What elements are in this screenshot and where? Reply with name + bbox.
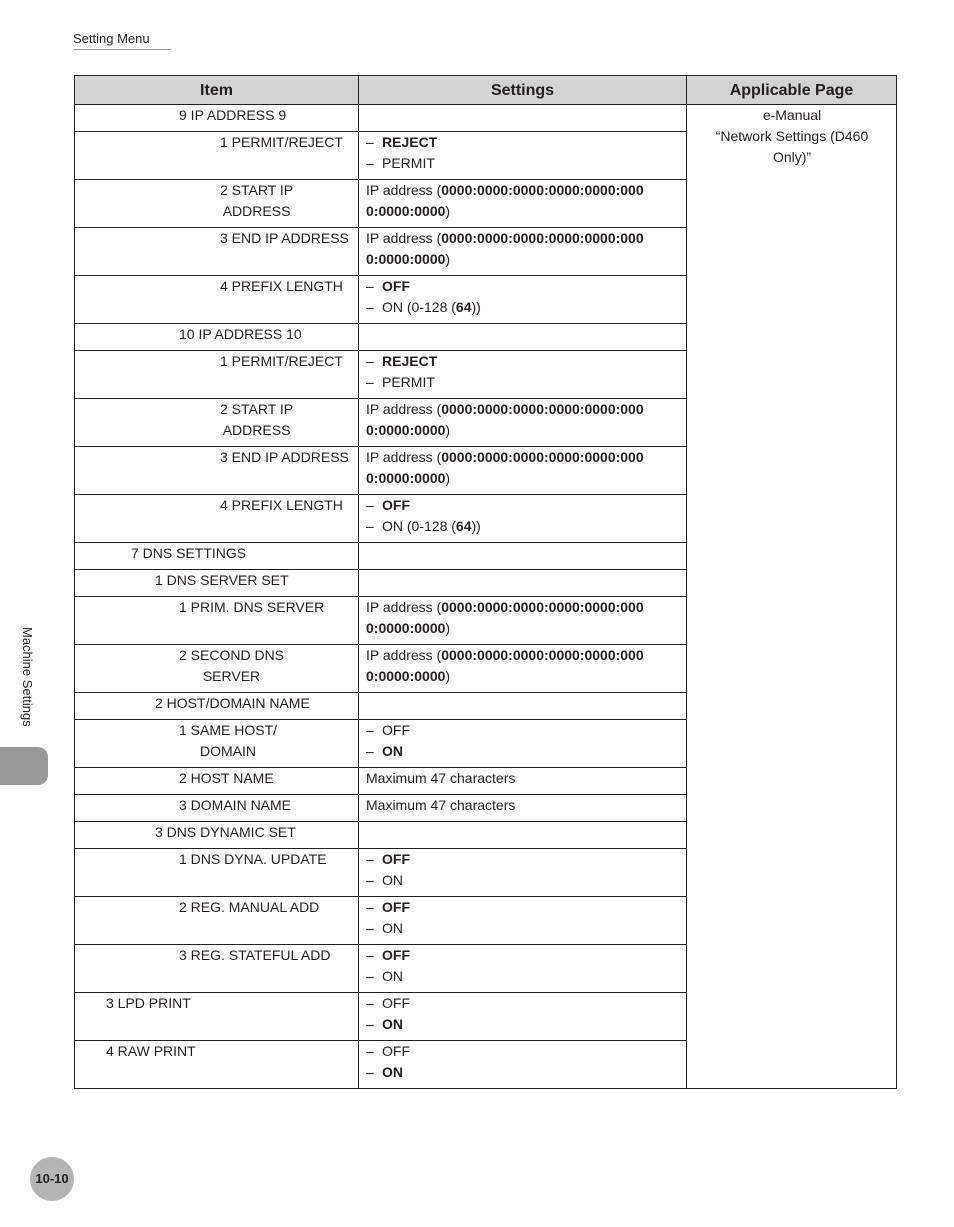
option-suffix: )) — [471, 518, 481, 534]
default-value: 0:0000:0000 — [366, 251, 446, 267]
item-label — [179, 768, 274, 789]
applicable-page-line: “Network Settings (D460 — [715, 128, 869, 144]
item-cell — [75, 822, 359, 849]
setting-option — [366, 666, 680, 687]
item-cell — [75, 570, 359, 597]
applicable-page-line: e-Manual — [762, 107, 822, 123]
default-value: 0:0000:0000 — [366, 668, 446, 684]
setting-option — [366, 1041, 680, 1062]
option-suffix: ) — [445, 620, 451, 636]
page-number: 10-10 — [30, 1157, 74, 1201]
settings-cell — [359, 132, 687, 180]
setting-option — [366, 495, 680, 516]
item-label-line: 1 PERMIT/REJECT — [220, 353, 343, 369]
settings-cell — [359, 399, 687, 447]
default-value: 64 — [455, 518, 472, 534]
item-cell — [75, 795, 359, 822]
settings-cell — [359, 822, 687, 849]
item-label — [179, 324, 302, 345]
item-label — [155, 570, 289, 591]
option-prefix: IP address ( — [366, 599, 442, 615]
setting-option — [366, 372, 680, 393]
default-value: 0000:0000:0000:0000:0000:000 — [441, 599, 644, 615]
item-label-line: ADDRESS — [222, 203, 291, 219]
item-label — [220, 276, 343, 297]
item-label-line: 2 HOST/DOMAIN NAME — [155, 695, 310, 711]
dash-bullet: – — [366, 920, 374, 936]
default-value: ON — [382, 1064, 403, 1080]
settings-cell — [359, 795, 687, 822]
settings-cell — [359, 945, 687, 993]
settings-cell — [359, 849, 687, 897]
dash-bullet: – — [366, 872, 374, 888]
setting-option — [366, 993, 680, 1014]
item-label — [179, 105, 286, 126]
setting-option — [366, 849, 680, 870]
settings-cell — [359, 276, 687, 324]
item-label-line: 10 IP ADDRESS 10 — [179, 326, 302, 342]
setting-option — [366, 945, 680, 966]
option-text: OFF — [382, 995, 410, 1011]
option-prefix: IP address ( — [366, 230, 442, 246]
settings-cell — [359, 570, 687, 597]
setting-option — [366, 918, 680, 939]
item-label-line: 1 DNS DYNA. UPDATE — [179, 851, 327, 867]
column-header-item: Item — [75, 76, 359, 105]
default-value: 64 — [455, 299, 472, 315]
dash-bullet: – — [366, 947, 374, 963]
settings-cell — [359, 645, 687, 693]
default-value: ON — [382, 1016, 403, 1032]
option-suffix: )) — [471, 299, 481, 315]
item-cell — [75, 693, 359, 720]
item-label — [155, 693, 310, 714]
settings-cell — [359, 447, 687, 495]
column-header-applicable-page: Applicable Page — [687, 76, 897, 105]
settings-cell — [359, 1041, 687, 1089]
item-cell — [75, 228, 359, 276]
setting-option — [366, 768, 680, 789]
default-value: 0:0000:0000 — [366, 203, 446, 219]
dash-bullet: – — [366, 968, 374, 984]
settings-cell — [359, 720, 687, 768]
settings-cell — [359, 768, 687, 795]
dash-bullet: – — [366, 278, 374, 294]
item-label — [220, 132, 343, 153]
item-cell — [75, 132, 359, 180]
item-cell — [75, 1041, 359, 1089]
option-prefix: ON (0-128 ( — [382, 299, 456, 315]
option-prefix: ON (0-128 ( — [382, 518, 456, 534]
item-label-line: 3 END IP ADDRESS — [220, 230, 349, 246]
side-tab-label: Machine Settings — [20, 627, 35, 727]
setting-option — [366, 897, 680, 918]
settings-cell — [359, 543, 687, 570]
option-suffix: ) — [445, 668, 451, 684]
default-value: OFF — [382, 947, 410, 963]
dash-bullet: – — [366, 134, 374, 150]
option-text: OFF — [382, 722, 410, 738]
item-cell — [75, 945, 359, 993]
item-label — [179, 849, 327, 870]
item-cell — [75, 645, 359, 693]
setting-option — [366, 180, 680, 201]
item-label-line: ADDRESS — [222, 422, 291, 438]
item-cell — [75, 720, 359, 768]
setting-option — [366, 1014, 680, 1035]
setting-option — [366, 153, 680, 174]
settings-cell — [359, 495, 687, 543]
settings-cell — [359, 228, 687, 276]
setting-option — [366, 597, 680, 618]
setting-option — [366, 297, 680, 318]
item-label-line: 4 PREFIX LENGTH — [220, 497, 343, 513]
setting-option — [366, 516, 680, 537]
setting-option — [366, 741, 680, 762]
item-cell — [75, 447, 359, 495]
item-label — [220, 399, 293, 441]
item-label-line: 2 START IP — [220, 401, 294, 417]
option-suffix: ) — [445, 251, 451, 267]
option-text: ON — [382, 872, 403, 888]
option-text: ON — [382, 968, 403, 984]
dash-bullet: – — [366, 353, 374, 369]
item-label-line: 4 RAW PRINT — [106, 1043, 196, 1059]
item-label — [179, 720, 277, 762]
item-label — [179, 597, 324, 618]
item-label-line: 2 SECOND DNS — [179, 647, 285, 663]
dash-bullet: – — [366, 743, 374, 759]
settings-cell — [359, 993, 687, 1041]
running-header: Setting Menu — [73, 31, 171, 50]
option-prefix: IP address ( — [366, 182, 442, 198]
setting-option — [366, 201, 680, 222]
item-label — [179, 645, 284, 687]
default-value: OFF — [382, 278, 410, 294]
item-label — [179, 795, 291, 816]
table-row — [75, 105, 897, 132]
item-label-line: 1 PERMIT/REJECT — [220, 134, 343, 150]
settings-cell — [359, 180, 687, 228]
item-cell — [75, 399, 359, 447]
item-label-line: 3 DOMAIN NAME — [179, 797, 292, 813]
item-label-line: 4 PREFIX LENGTH — [220, 278, 343, 294]
item-label — [106, 1041, 196, 1062]
dash-bullet: – — [366, 1016, 374, 1032]
setting-option — [366, 447, 680, 468]
settings-cell — [359, 324, 687, 351]
applicable-page-cell — [687, 105, 897, 1089]
settings-cell — [359, 351, 687, 399]
setting-option — [366, 399, 680, 420]
option-prefix: IP address ( — [366, 647, 442, 663]
item-label-line: 1 SAME HOST/ — [179, 722, 278, 738]
option-suffix: ) — [445, 422, 451, 438]
default-value: OFF — [382, 899, 410, 915]
setting-option — [366, 276, 680, 297]
setting-option — [366, 618, 680, 639]
default-value: REJECT — [382, 134, 438, 150]
item-cell — [75, 324, 359, 351]
setting-option — [366, 228, 680, 249]
setting-option — [366, 870, 680, 891]
item-label-line: 2 START IP — [220, 182, 294, 198]
item-cell — [75, 993, 359, 1041]
item-label — [220, 180, 293, 222]
setting-option — [366, 351, 680, 372]
item-cell — [75, 897, 359, 945]
item-cell — [75, 105, 359, 132]
dash-bullet: – — [366, 722, 374, 738]
setting-option — [366, 249, 680, 270]
setting-option — [366, 1062, 680, 1083]
item-label-line: 3 REG. STATEFUL ADD — [179, 947, 331, 963]
default-value: 0000:0000:0000:0000:0000:000 — [441, 230, 644, 246]
item-label-line: 3 DNS DYNAMIC SET — [155, 824, 296, 840]
option-suffix: ) — [445, 203, 451, 219]
item-label — [220, 447, 349, 468]
option-prefix: IP address ( — [366, 449, 442, 465]
dash-bullet: – — [366, 374, 374, 390]
dash-bullet: – — [366, 518, 374, 534]
dash-bullet: – — [366, 299, 374, 315]
setting-option — [366, 720, 680, 741]
item-label — [131, 543, 246, 564]
item-cell — [75, 597, 359, 645]
default-value: ON — [382, 743, 403, 759]
applicable-page-line: Only)” — [772, 149, 812, 165]
default-value: OFF — [382, 851, 410, 867]
option-text: Maximum 47 characters — [366, 797, 516, 813]
setting-option — [366, 420, 680, 441]
setting-option — [366, 645, 680, 666]
dash-bullet: – — [366, 155, 374, 171]
dash-bullet: – — [366, 851, 374, 867]
settings-cell — [359, 693, 687, 720]
item-cell — [75, 351, 359, 399]
dash-bullet: – — [366, 1064, 374, 1080]
option-text: PERMIT — [382, 155, 435, 171]
option-text: OFF — [382, 1043, 410, 1059]
option-suffix: ) — [445, 470, 451, 486]
item-label-line: SERVER — [202, 668, 261, 684]
settings-cell — [359, 597, 687, 645]
setting-option — [366, 966, 680, 987]
option-prefix: IP address ( — [366, 401, 442, 417]
table-header-row — [75, 76, 897, 105]
default-value: 0:0000:0000 — [366, 422, 446, 438]
option-text: Maximum 47 characters — [366, 770, 516, 786]
default-value: OFF — [382, 497, 410, 513]
item-label-line: 1 PRIM. DNS SERVER — [179, 599, 325, 615]
settings-cell — [359, 105, 687, 132]
item-label — [179, 945, 330, 966]
item-label-line: 1 DNS SERVER SET — [155, 572, 289, 588]
dash-bullet: – — [366, 497, 374, 513]
item-cell — [75, 768, 359, 795]
item-label — [220, 351, 343, 372]
item-cell — [75, 180, 359, 228]
item-cell — [75, 543, 359, 570]
item-label-line: 3 LPD PRINT — [106, 995, 191, 1011]
item-cell — [75, 495, 359, 543]
item-label-line: 7 DNS SETTINGS — [131, 545, 247, 561]
default-value: 0000:0000:0000:0000:0000:000 — [441, 182, 644, 198]
item-label-line: DOMAIN — [200, 743, 257, 759]
item-label — [106, 993, 191, 1014]
setting-option — [366, 795, 680, 816]
setting-option — [366, 132, 680, 153]
chapter-side-tab — [0, 747, 48, 785]
setting-option — [366, 468, 680, 489]
default-value: 0000:0000:0000:0000:0000:000 — [441, 449, 644, 465]
dash-bullet: – — [366, 1043, 374, 1059]
settings-cell — [359, 897, 687, 945]
dash-bullet: – — [366, 899, 374, 915]
column-header-settings: Settings — [359, 76, 687, 105]
item-label — [220, 228, 349, 249]
item-label — [155, 822, 296, 843]
item-label-line: 9 IP ADDRESS 9 — [179, 107, 287, 123]
settings-table — [74, 75, 897, 1089]
item-label-line: 2 HOST NAME — [179, 770, 274, 786]
default-value: 0:0000:0000 — [366, 620, 446, 636]
default-value: REJECT — [382, 353, 438, 369]
item-cell — [75, 276, 359, 324]
item-label — [179, 897, 319, 918]
item-label — [220, 495, 343, 516]
option-text: ON — [382, 920, 403, 936]
item-label-line: 2 REG. MANUAL ADD — [179, 899, 320, 915]
table-body — [75, 105, 897, 1089]
default-value: 0000:0000:0000:0000:0000:000 — [441, 401, 644, 417]
dash-bullet: – — [366, 995, 374, 1011]
item-label-line: 3 END IP ADDRESS — [220, 449, 349, 465]
default-value: 0:0000:0000 — [366, 470, 446, 486]
item-cell — [75, 849, 359, 897]
option-text: PERMIT — [382, 374, 435, 390]
default-value: 0000:0000:0000:0000:0000:000 — [441, 647, 644, 663]
